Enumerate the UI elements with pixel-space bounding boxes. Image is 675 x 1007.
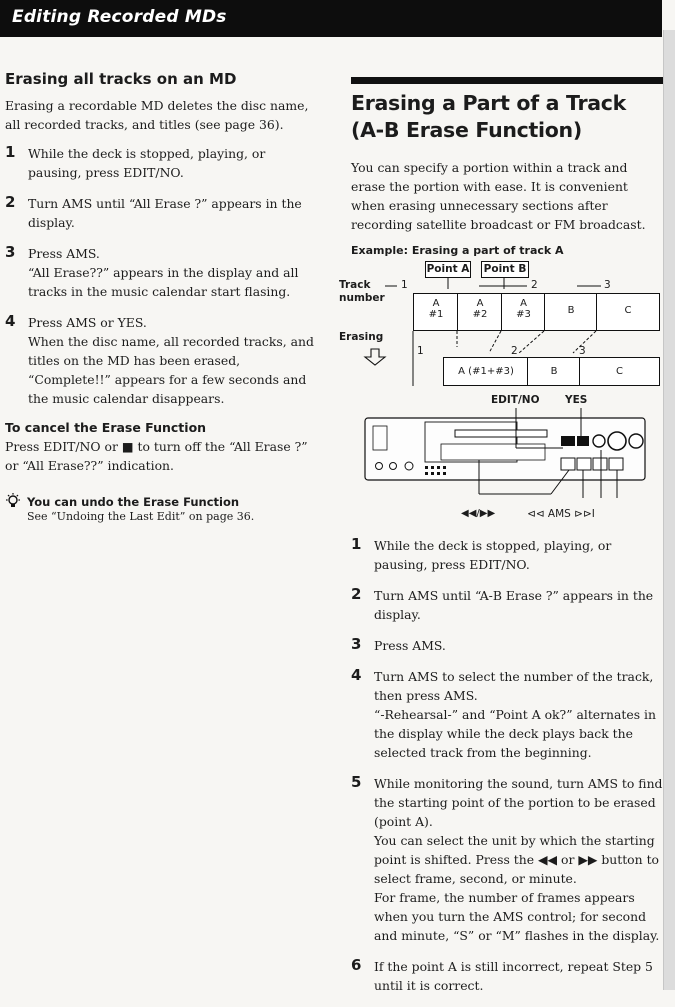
edit-no-label: EDIT/NO: [491, 394, 540, 406]
step-detail: You can select the unit by which the starting point is shifted. Press the ◀◀ or ▶▶ button to select frame, second, or minute.: [374, 833, 660, 886]
ams-label: ⊲⊲ AMS ⊳⊳I: [527, 508, 595, 520]
step-detail: “All Erase??” appears in the display and all tracks in the music calendar start flasing.: [28, 265, 299, 299]
header-bar: [0, 0, 662, 37]
segment-label: A: [520, 298, 527, 309]
step-number: 3: [5, 243, 16, 261]
step-number: 2: [351, 585, 362, 603]
track-label: Track: [339, 279, 371, 291]
step-detail: For frame, the number of frames appears when you turn the AMS control; for second and minute, “S” or “M” flashes in the display.: [374, 890, 660, 943]
after-track-number: 2: [511, 345, 518, 357]
step-number: 6: [351, 956, 362, 974]
page-title: Editing Recorded MDs: [12, 7, 227, 27]
step-number: 4: [351, 666, 362, 684]
track-number: 2: [531, 279, 538, 291]
segment-label: A: [432, 298, 440, 309]
step-text: Press AMS.: [28, 246, 100, 261]
search-buttons-label: ◀◀/▶▶: [461, 508, 496, 519]
step-number: 2: [5, 193, 16, 211]
point-a-label: Point A: [425, 261, 471, 278]
number-label: number: [339, 292, 385, 304]
right-column: [339, 77, 663, 1007]
step-number: 1: [5, 143, 16, 161]
step-detail: When the disc name, all recorded tracks, and titles on the MD has been erased, “Complete!!” appears for a few seconds and the music calendar disappears.: [28, 334, 314, 406]
step-text: Press AMS or YES.: [28, 315, 147, 330]
segment-b: [544, 293, 598, 331]
page-edge: [663, 30, 675, 990]
yes-label: YES: [565, 394, 588, 406]
step-item: [5, 244, 320, 301]
step-item: [5, 313, 320, 408]
step-number: 5: [351, 773, 362, 791]
section-heading-erase-all: Erasing all tracks on an MD: [5, 70, 237, 88]
example-title: Example: Erasing a part of track A: [351, 244, 564, 257]
section-rule: [351, 77, 663, 84]
segment-label: A: [476, 298, 484, 309]
cancel-text: Press EDIT/NO or ■ to turn off the “All Erase ?” or “All Erase??” indication.: [5, 439, 308, 473]
after-track-number: 3: [579, 345, 586, 357]
step-number: 1: [351, 535, 362, 553]
step-item: [351, 536, 663, 574]
point-b-label: Point B: [481, 261, 529, 278]
step-text: While monitoring the sound, turn AMS to find the starting point of the portion to be erased (point A).: [374, 776, 663, 829]
deck-illustration: [351, 386, 663, 526]
segment-a1: [413, 293, 459, 331]
track-diagram: [339, 261, 663, 386]
step-text: Turn AMS to select the number of the track, then press AMS.: [374, 669, 654, 703]
lightbulb-icon: [5, 493, 21, 513]
track-number: 3: [604, 279, 611, 291]
segment-sublabel: #3: [516, 309, 531, 320]
step-text: While the deck is stopped, playing, or pausing, press EDIT/NO.: [28, 146, 266, 180]
tip-box: [5, 495, 320, 525]
ab-intro-text: You can specify a portion within a track and erase the portion with ease. It is convenient when erasing unnecessary sections after recording satellite broadcast or FM broadcast.: [351, 160, 646, 232]
step-text: While the deck is stopped, playing, or pausing, press EDIT/NO.: [374, 538, 612, 572]
after-segment-c: C: [579, 357, 660, 386]
step-number: 3: [351, 635, 362, 653]
step-item: [351, 667, 663, 762]
md-deck-icon: [351, 408, 663, 508]
segment-a2: [457, 293, 503, 331]
step-item: [5, 144, 320, 182]
segment-sublabel: #2: [472, 309, 488, 320]
step-text: Turn AMS until “A-B Erase ?” appears in the display.: [374, 588, 654, 622]
step-item: [351, 957, 663, 995]
segment-label: B: [567, 305, 575, 316]
after-track-number: 1: [417, 345, 424, 357]
segment-c: [596, 293, 660, 331]
step-text: Turn AMS until “All Erase ?” appears in the display.: [28, 196, 302, 230]
cancel-heading: To cancel the Erase Function: [5, 420, 207, 435]
segment-sublabel: #1: [428, 309, 444, 320]
erasing-label: Erasing: [339, 331, 384, 343]
track-number: 1: [401, 279, 408, 291]
step-item: [351, 774, 663, 945]
after-segment-b: B: [527, 357, 581, 386]
step-text: If the point A is still incorrect, repeat Step 5 until it is correct.: [374, 959, 653, 993]
step-item: [5, 194, 320, 232]
step-item: [351, 586, 663, 624]
tip-text: See “Undoing the Last Edit” on page 36.: [27, 510, 255, 523]
section-heading-ab-erase: Erasing a Part of a Track (A-B Erase Function): [351, 91, 626, 142]
step-number: 4: [5, 312, 16, 330]
tip-title: You can undo the Erase Function: [27, 495, 240, 509]
intro-text: Erasing a recordable MD deletes the disc name, all recorded tracks, and titles (see page 36).: [5, 98, 309, 132]
left-column: [5, 70, 320, 525]
step-item: [351, 636, 663, 655]
step-detail: “-Rehearsal-” and “Point A ok?” alternates in the display while the deck plays back the selected track from the beginning.: [374, 707, 656, 760]
segment-label: C: [624, 305, 632, 316]
segment-a3: [501, 293, 546, 331]
step-text: Press AMS.: [374, 638, 446, 653]
after-segment-a: A (#1+#3): [443, 357, 529, 386]
